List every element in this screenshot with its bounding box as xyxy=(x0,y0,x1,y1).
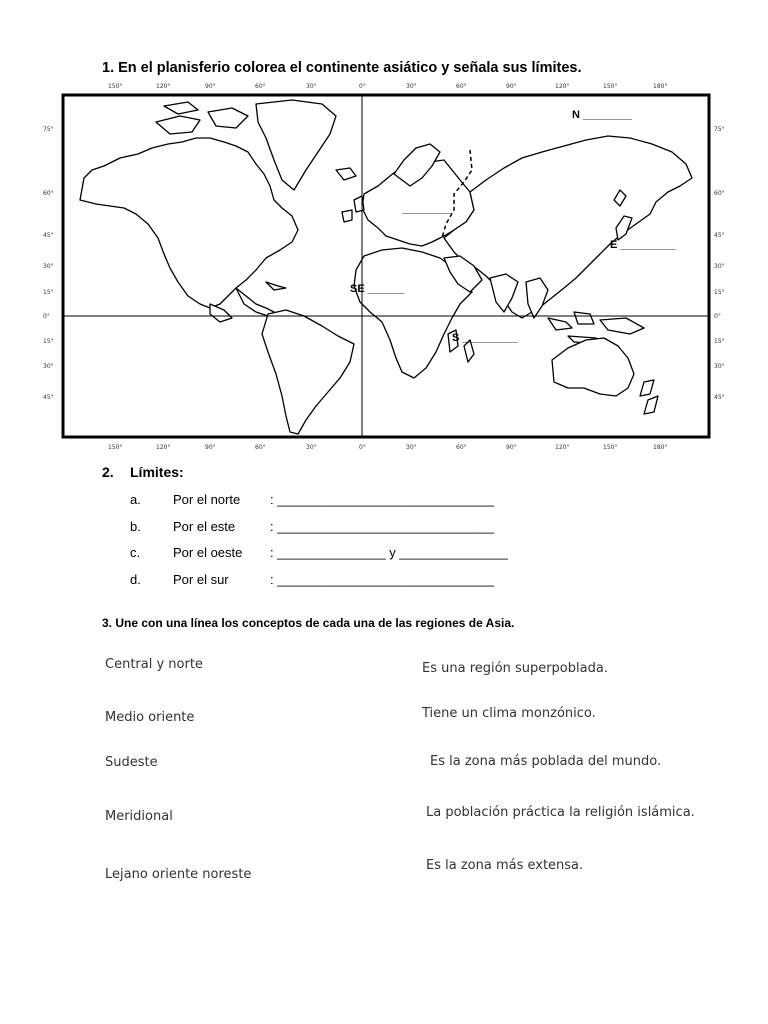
left-latitude-labels xyxy=(43,126,54,401)
region-concept-right[interactable]: Es la zona más poblada del mundo. xyxy=(430,754,662,769)
limit-letter: c. xyxy=(130,545,141,560)
question-3-title: 3. Une con una línea los conceptos de cada una de las regiones de Asia. xyxy=(102,616,515,630)
lon-label: 30° xyxy=(406,83,417,90)
north-label: N ________ xyxy=(572,109,632,121)
limit-label: Por el este xyxy=(173,519,236,534)
question-2-text: Límites: xyxy=(130,464,184,480)
region-concept-right[interactable]: Es una región superpoblada. xyxy=(422,661,608,676)
limit-letter: b. xyxy=(130,519,141,534)
lat-label: 15° xyxy=(43,289,54,296)
lon-label: 60° xyxy=(456,444,467,451)
limit-label: Por el oeste xyxy=(173,545,243,560)
lat-label: 30° xyxy=(714,263,725,270)
lon-label: 180° xyxy=(653,83,668,90)
lon-label: 60° xyxy=(255,444,266,451)
lon-label: 120° xyxy=(156,444,171,451)
question-2-number: 2. xyxy=(102,464,114,480)
limit-label: Por el sur xyxy=(173,572,229,587)
lon-label: 180° xyxy=(653,444,668,451)
lat-label: 60° xyxy=(43,190,54,197)
right-latitude-labels xyxy=(714,126,725,401)
lat-label: 15° xyxy=(43,338,54,345)
lat-label: 30° xyxy=(714,363,725,370)
limit-letter: a. xyxy=(130,492,141,507)
lon-label: 120° xyxy=(156,83,171,90)
limit-label: Por el norte xyxy=(173,492,241,507)
west-blank-label: ________ xyxy=(402,203,451,215)
world-map xyxy=(43,82,725,451)
lat-label: 0° xyxy=(43,313,50,320)
region-concept-right[interactable]: Es la zona más extensa. xyxy=(426,858,584,873)
question-2-title xyxy=(102,464,184,480)
lat-label: 30° xyxy=(43,263,54,270)
lon-label: 30° xyxy=(306,444,317,451)
lon-label: 90° xyxy=(205,83,216,90)
lat-label: 15° xyxy=(714,338,725,345)
region-concept-right[interactable]: La población práctica la religión islámica. xyxy=(426,805,695,820)
lon-label: 150° xyxy=(108,444,123,451)
lon-label: 90° xyxy=(205,444,216,451)
region-concept-right[interactable]: Tiene un clima monzónico. xyxy=(422,706,596,721)
lon-label: 120° xyxy=(555,83,570,90)
region-concept-left[interactable]: Lejano oriente noreste xyxy=(105,867,252,882)
lon-label: 60° xyxy=(255,83,266,90)
lat-label: 45° xyxy=(43,394,54,401)
lat-label: 15° xyxy=(714,289,725,296)
lat-label: 0° xyxy=(714,313,721,320)
lat-label: 45° xyxy=(714,232,725,239)
lon-label: 0° xyxy=(359,83,366,90)
lat-label: 75° xyxy=(43,126,54,133)
east-label: E _________ xyxy=(610,239,676,251)
question-1-title: 1. En el planisferio colorea el continente asiático y señala sus límites. xyxy=(102,60,582,76)
west-label: SE ______ xyxy=(350,283,405,295)
lat-label: 75° xyxy=(714,126,725,133)
lon-label: 90° xyxy=(506,444,517,451)
region-concept-left[interactable]: Central y norte xyxy=(105,657,203,672)
lon-label: 30° xyxy=(306,83,317,90)
lon-label: 30° xyxy=(406,444,417,451)
lon-label: 150° xyxy=(603,83,618,90)
region-concept-left[interactable]: Meridional xyxy=(105,809,173,824)
limit-answer-blank[interactable]: : ______________________________ xyxy=(270,492,495,507)
limit-letter: d. xyxy=(130,572,141,587)
lat-label: 45° xyxy=(714,394,725,401)
south-label: S _________ xyxy=(452,332,518,344)
top-longitude-labels xyxy=(108,83,667,90)
lon-label: 90° xyxy=(506,83,517,90)
lon-label: 60° xyxy=(456,83,467,90)
limit-answer-blank[interactable]: : _______________ y _______________ xyxy=(270,545,508,560)
lon-label: 120° xyxy=(555,444,570,451)
bottom-longitude-labels xyxy=(108,444,667,451)
lat-label: 60° xyxy=(714,190,725,197)
limit-answer-blank[interactable]: : ______________________________ xyxy=(270,572,495,587)
lat-label: 30° xyxy=(43,363,54,370)
lat-label: 45° xyxy=(43,232,54,239)
lon-label: 150° xyxy=(603,444,618,451)
limit-answer-blank[interactable]: : ______________________________ xyxy=(270,519,495,534)
lon-label: 150° xyxy=(108,83,123,90)
region-concept-left[interactable]: Medio oriente xyxy=(105,710,195,725)
lon-label: 0° xyxy=(359,444,366,451)
region-concept-left[interactable]: Sudeste xyxy=(105,755,158,770)
